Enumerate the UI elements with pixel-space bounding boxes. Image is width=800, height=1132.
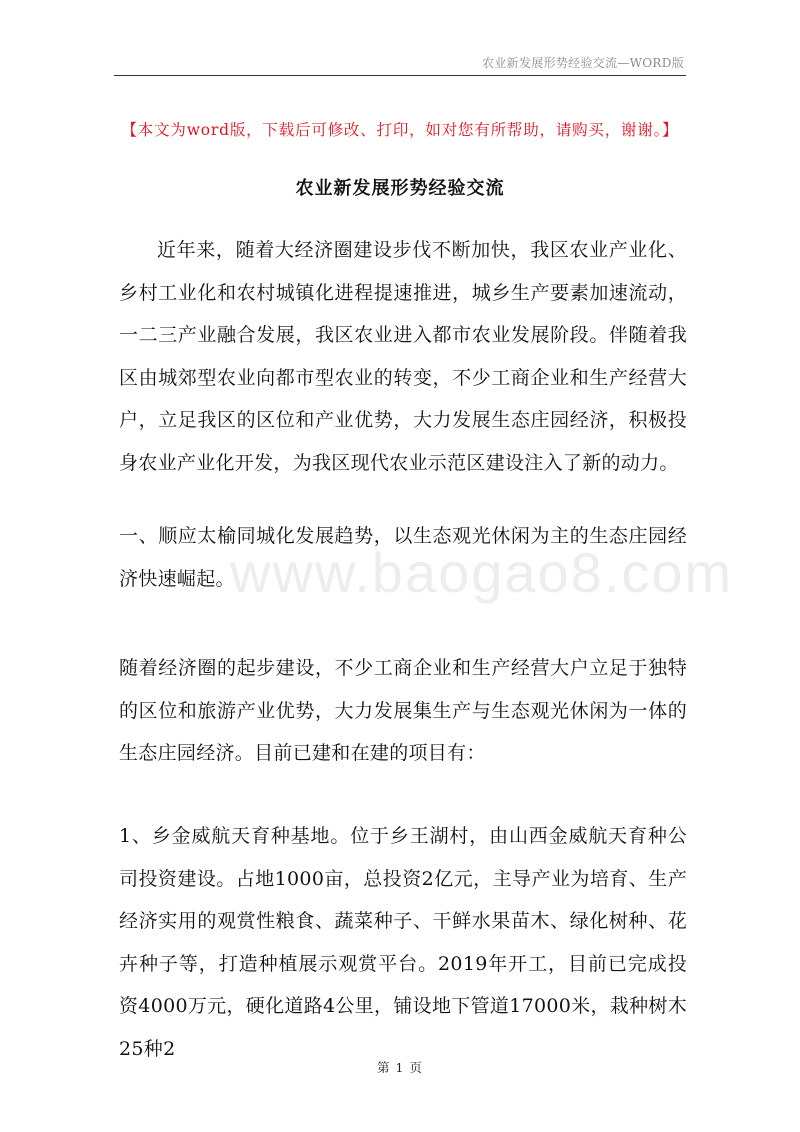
list-item-1: 1、乡金威航天育种基地。位于乡王湖村，由山西金威航天育种公司投资建设。占地1000亩，总投资2亿元，主导产业为培育、生产经济实用的观赏性粮食、蔬菜种子、干鲜水果苗木、绿化树种、花卉种子等，打造种植展示观赏平台。2019年开工，目前已完成投资4000万元，硬化道路4公里，铺设地下管道17000米，栽种树木25种2	[119, 825, 687, 1060]
purchase-notice: 【本文为word版，下载后可修改、打印，如对您有所帮助，请购买，谢谢。】	[121, 121, 679, 139]
page-number: 第 1 页	[377, 1060, 423, 1075]
running-header: 农业新发展形势经验交流—WORD版	[482, 56, 684, 70]
paragraph-intro: 近年来，随着大经济圈建设步伐不断加快，我区农业产业化、乡村工业化和农村城镇化进程提速推进，城乡生产要素加速流动，一二三产业融合发展，我区农业进入都市农业发展阶段。伴随着我区由城郊型农业向都市型农业的转变，不少工商企业和生产经营大户，立足我区的区位和产业优势，大力发展生态庄园经济，积极投身农业产业化开发，为我区现代农业示范区建设注入了新的动力。	[119, 239, 687, 474]
document-title: 农业新发展形势经验交流	[295, 178, 505, 199]
paragraph-development: 随着经济圈的起步建设，不少工商企业和生产经营大户立足于独特的区位和旅游产业优势，大力发展集生产与生态观光休闲为一体的生态庄园经济。目前已建和在建的项目有：	[119, 657, 687, 764]
watermark: www.baogao8.com	[230, 541, 734, 604]
section-heading-1: 一、顺应太榆同城化发展趋势，以生态观光休闲为主的生态庄园经济快速崛起。	[119, 525, 687, 590]
header-divider	[114, 75, 686, 76]
